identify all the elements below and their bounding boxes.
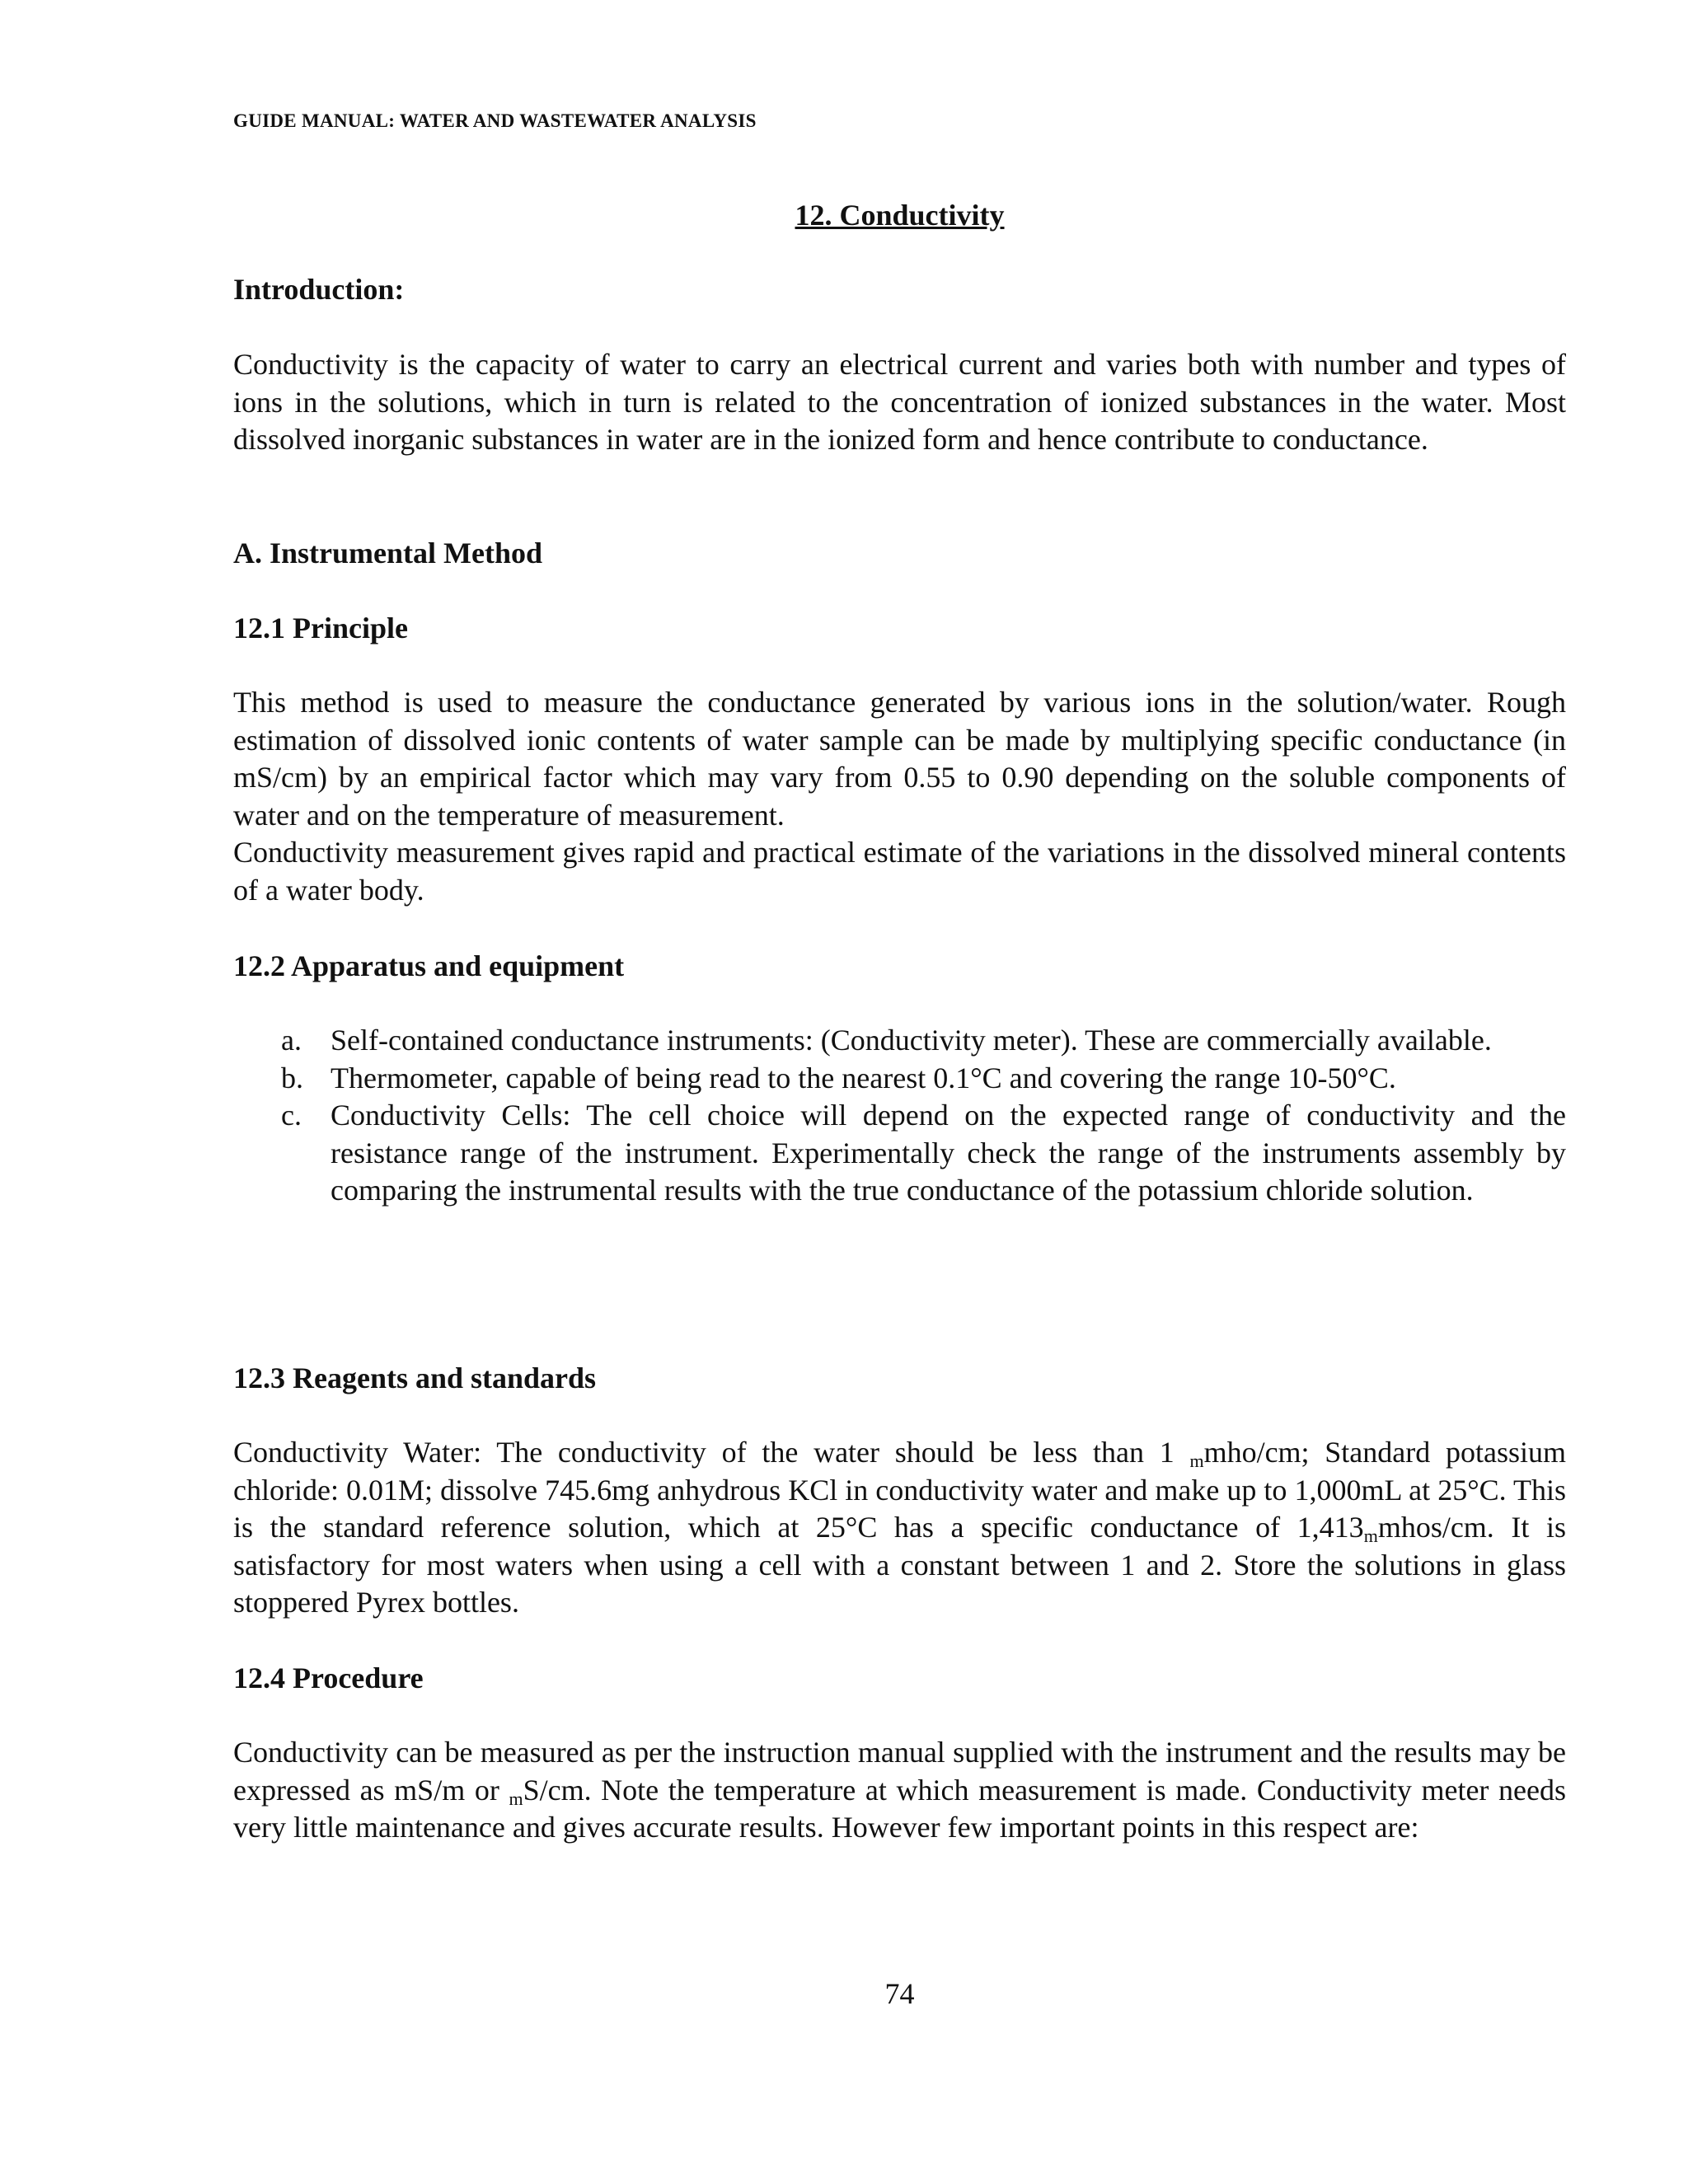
reagents-text-1: Conductivity Water: The conductivity of the water should be less than 1 (233, 1436, 1190, 1469)
apparatus-list (233, 1022, 1566, 1210)
reagents-text-3: mhos/cm. It is satisfactory for most waters when using a cell with a constant between 1 and 2. Store the solutions in glass stoppered Pyrex bottles. (233, 1511, 1566, 1619)
apparatus-item-a (233, 1022, 1566, 1060)
introduction-paragraph: Conductivity is the capacity of water to carry an electrical current and varies both with number and types of ions in the solutions, which in turn is related to the concentration of ionized substances in the water. Most dissolved inorganic substances in water are in the ionized form and hence contribute to conductance. (233, 348, 1566, 456)
page-number: 74 (884, 1977, 915, 2010)
principle-heading: 12.1 Principle (233, 612, 408, 644)
document-page (233, 0, 1566, 2184)
principle-paragraph-1: This method is used to measure the conductance generated by various ions in the solution/water. Rough estimation of dissolved ionic contents of water sample can be made by multiplying specific conductance (in mS/cm) by an empirical factor which may vary from 0.55 to 0.90 depending on the soluble components of water and on the temperature of measurement. (233, 686, 1566, 832)
principle-paragraph-2: Conductivity measurement gives rapid and practical estimate of the variations in the dissolved mineral contents of a water body. (233, 836, 1566, 907)
introduction-heading: Introduction: (233, 273, 405, 306)
list-marker: c. (281, 1099, 302, 1132)
procedure-paragraph (233, 1734, 1566, 1847)
micro-unit-prefix: m (509, 1788, 523, 1809)
method-heading: A. Instrumental Method (233, 537, 542, 569)
reagents-heading: 12.3 Reagents and standards (233, 1361, 597, 1394)
apparatus-item-c (233, 1097, 1566, 1210)
micro-unit-prefix: m (1363, 1526, 1378, 1546)
list-item-text: Conductivity Cells: The cell choice will depend on the expected range of conductivity and the resistance range of the instrument. Experimentally check the range of the instruments assembly by comparing the instrumental results with the true conductance of the potassium chloride solution. (331, 1099, 1566, 1207)
list-item-text: Thermometer, capable of being read to the nearest 0.1°C and covering the range 10-50°C. (331, 1061, 1396, 1094)
reagents-text-2: mho/cm; Standard potassium chloride: 0.01M; dissolve 745.6mg anhydrous KCl in conductivity water and make up to 1,000mL at 25°C. This is the standard reference solution, which at 25°C has a specific conductance of 1,413 (233, 1436, 1566, 1544)
reagents-paragraph (233, 1434, 1566, 1622)
list-marker: b. (281, 1061, 303, 1094)
procedure-text-1: Conductivity can be measured as per the instruction manual supplied with the instrument and the results may be expressed as mS/m or (233, 1736, 1566, 1807)
micro-unit-prefix: m (1189, 1451, 1204, 1471)
list-marker: a. (281, 1024, 302, 1057)
procedure-heading: 12.4 Procedure (233, 1661, 424, 1694)
chapter-title: 12. Conductivity (795, 199, 1005, 232)
procedure-text-2: S/cm. Note the temperature at which measurement is made. Conductivity meter needs very little maintenance and gives accurate results. However few important points in this respect are: (233, 1773, 1567, 1844)
apparatus-item-b (233, 1060, 1566, 1098)
list-item-text: Self-contained conductance instruments: (Conductivity meter). These are commercially available. (331, 1024, 1492, 1057)
running-header: GUIDE MANUAL: WATER AND WASTEWATER ANALYSIS (233, 110, 757, 131)
apparatus-heading: 12.2 Apparatus and equipment (233, 949, 625, 982)
